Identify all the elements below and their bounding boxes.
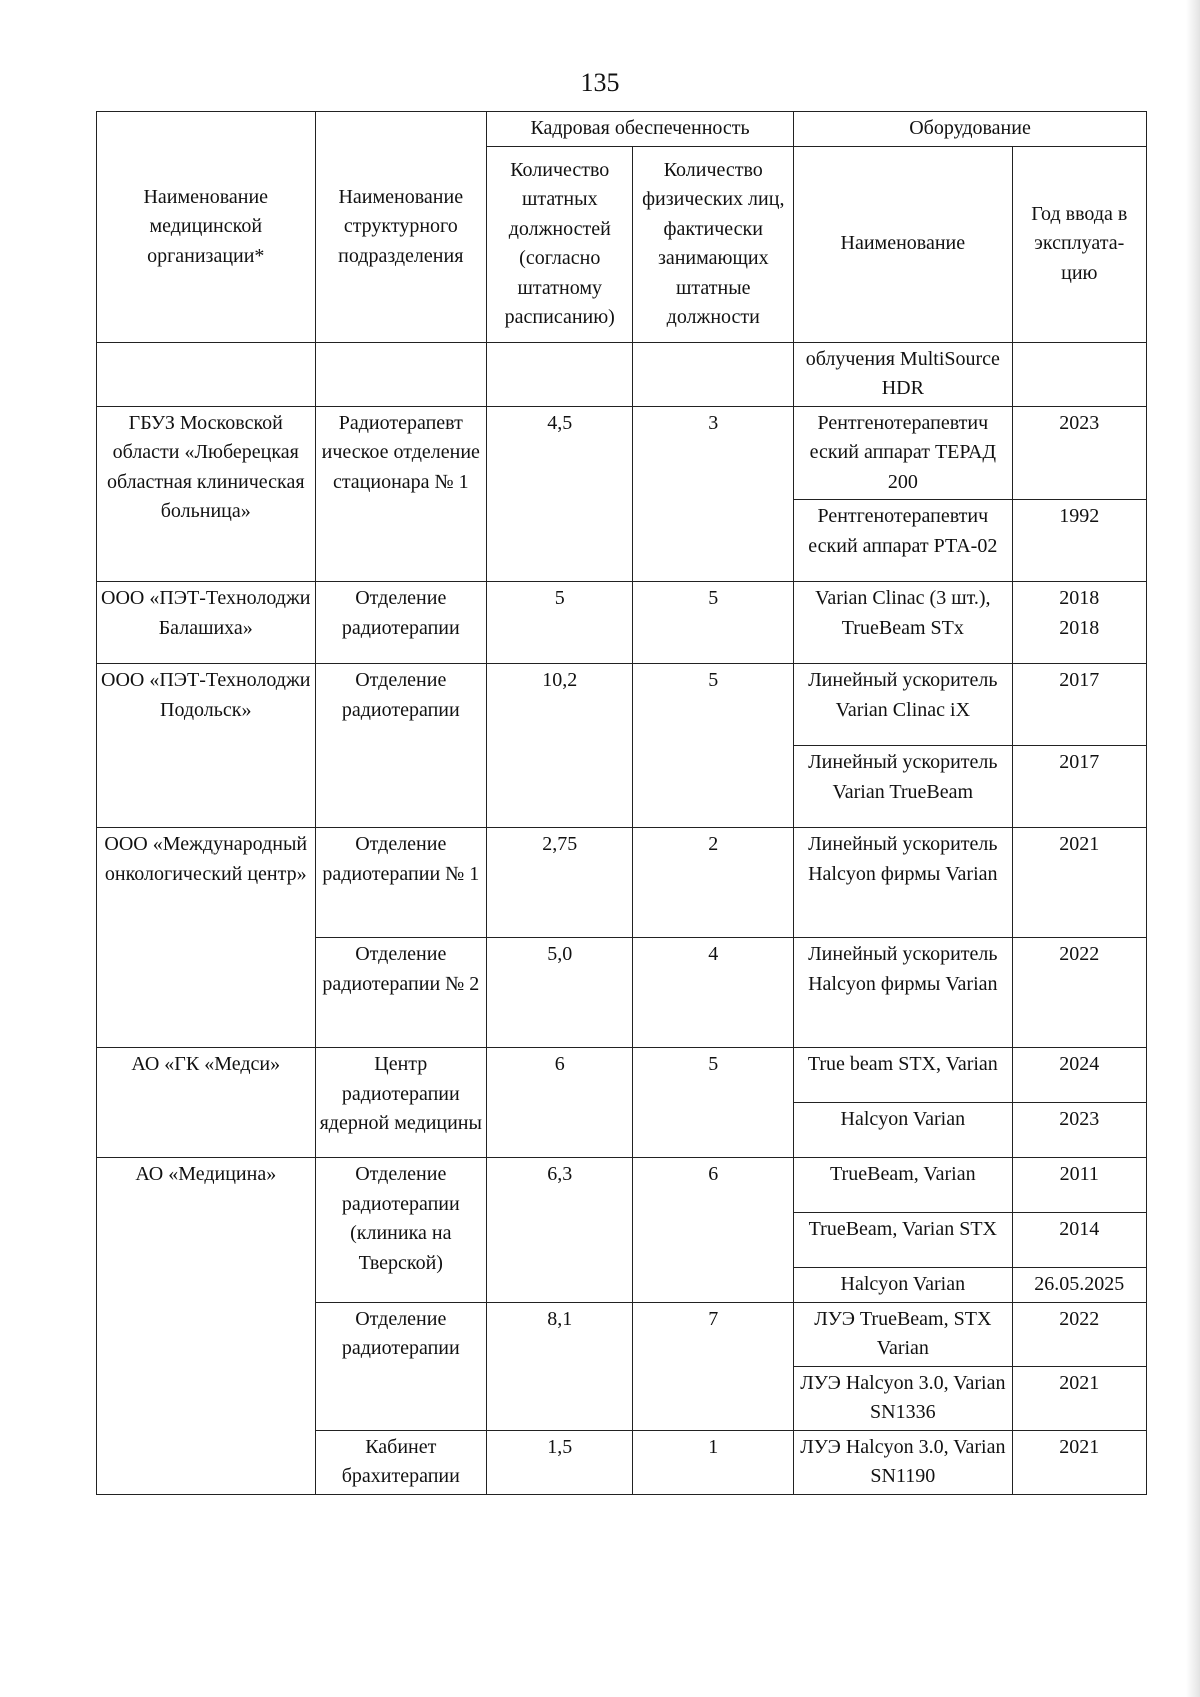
unit-name: Отделение радиотерапии — [315, 664, 487, 828]
persons-count: 6 — [633, 1158, 794, 1303]
equipment-name: Varian Clinac (3 шт.), TrueBeam STx — [794, 582, 1013, 664]
unit-name: Кабинет брахитерапии — [315, 1430, 487, 1494]
unit-name: Отделение радиотерапии — [315, 1302, 487, 1430]
persons-count: 5 — [633, 582, 794, 664]
persons-count: 3 — [633, 406, 794, 582]
positions-count: 5,0 — [487, 938, 633, 1048]
header-persons: Количество физических лиц, фактически занимающих штатные должности — [633, 146, 794, 342]
persons-count: 5 — [633, 1048, 794, 1158]
header-staffing-group: Кадровая обеспеченность — [487, 112, 794, 147]
header-unit: Наименование структурного подразделения — [315, 112, 487, 343]
equipment-name: Линейный ускоритель Halcyon фирмы Varian — [794, 828, 1013, 938]
page-number: 135 — [580, 68, 620, 97]
unit-name: Радиотерапевт ическое отделение стационара № 1 — [315, 406, 487, 582]
persons-count: 2 — [633, 828, 794, 938]
org-name: АО «Медицина» — [97, 1158, 316, 1495]
year-value: 2024 — [1012, 1048, 1146, 1103]
positions-count: 6,3 — [487, 1158, 633, 1303]
equipment-name: ЛУЭ TrueBeam, STX Varian — [794, 1302, 1013, 1366]
org-name: ООО «ПЭТ-Технолоджи Балашиха» — [97, 582, 316, 664]
equipment-name: облучения MultiSource HDR — [794, 342, 1013, 406]
persons-count: 1 — [633, 1430, 794, 1494]
unit-name: Центр радиотерапии ядерной медицины — [315, 1048, 487, 1158]
equipment-name: Линейный ускоритель Halcyon фирмы Varian — [794, 938, 1013, 1048]
header-equipment-group: Оборудование — [794, 112, 1147, 147]
equipment-name: Рентгенотерапевтич еский аппарат РТА-02 — [794, 500, 1013, 582]
year-value: 2021 — [1012, 1430, 1146, 1494]
equipment-name: TrueBeam, Varian — [794, 1158, 1013, 1213]
header-equip-name: Наименование — [794, 146, 1013, 342]
scan-edge-shadow — [1186, 0, 1200, 1697]
unit-name: Отделение радиотерапии № 2 — [315, 938, 487, 1048]
table-cell — [487, 342, 633, 406]
equipment-name: Линейный ускоритель Varian Clinac iX — [794, 664, 1013, 746]
year-values — [1012, 582, 1146, 664]
equipment-name: Halcyon Varian — [794, 1268, 1013, 1303]
year-value: 2023 — [1012, 406, 1146, 500]
year-value: 2018 — [1059, 587, 1100, 609]
equipment-table — [96, 111, 1147, 1495]
org-name: ООО «Международный онкологический центр» — [97, 828, 316, 1048]
equipment-name: Halcyon Varian — [794, 1103, 1013, 1158]
year-value: 2014 — [1012, 1213, 1146, 1268]
org-name: ГБУЗ Московской области «Люберецкая областная клиническая больница» — [97, 406, 316, 582]
equipment-name: ЛУЭ Halcyon 3.0, Varian SN1336 — [794, 1366, 1013, 1430]
persons-count: 7 — [633, 1302, 794, 1430]
positions-count: 6 — [487, 1048, 633, 1158]
year-value: 2022 — [1012, 1302, 1146, 1366]
year-value: 2022 — [1012, 938, 1146, 1048]
positions-count: 4,5 — [487, 406, 633, 582]
unit-name: Отделение радиотерапии — [315, 582, 487, 664]
header-year: Год ввода в эксплуата-цию — [1012, 146, 1146, 342]
year-value: 2018 — [1059, 616, 1100, 639]
persons-count: 5 — [633, 664, 794, 828]
persons-count: 4 — [633, 938, 794, 1048]
equipment-name: Линейный ускоритель Varian TrueBeam — [794, 746, 1013, 828]
table-cell — [97, 342, 316, 406]
year-value: 1992 — [1012, 500, 1146, 582]
table-cell — [315, 342, 487, 406]
positions-count: 2,75 — [487, 828, 633, 938]
year-value: 2017 — [1012, 746, 1146, 828]
equipment-name: Рентгенотерапевтич еский аппарат ТЕРАД 200 — [794, 406, 1013, 500]
year-value: 2021 — [1012, 828, 1146, 938]
year-value: 2021 — [1012, 1366, 1146, 1430]
positions-count: 8,1 — [487, 1302, 633, 1430]
header-org: Наименование медицинской организации* — [97, 112, 316, 343]
unit-name: Отделение радиотерапии (клиника на Тверской) — [315, 1158, 487, 1303]
org-name: АО «ГК «Медси» — [97, 1048, 316, 1158]
year-value: 26.05.2025 — [1012, 1268, 1146, 1303]
year-value: 2017 — [1012, 664, 1146, 746]
positions-count: 5 — [487, 582, 633, 664]
year-value: 2023 — [1012, 1103, 1146, 1158]
org-name: ООО «ПЭТ-Технолоджи Подольск» — [97, 664, 316, 828]
table-cell — [633, 342, 794, 406]
positions-count: 1,5 — [487, 1430, 633, 1494]
header-positions: Количество штатных должностей (согласно штатному расписанию) — [487, 146, 633, 342]
positions-count: 10,2 — [487, 664, 633, 828]
equipment-name: ЛУЭ Halcyon 3.0, Varian SN1190 — [794, 1430, 1013, 1494]
table-cell — [1012, 342, 1146, 406]
equipment-name: True beam STX, Varian — [794, 1048, 1013, 1103]
year-value: 2011 — [1012, 1158, 1146, 1213]
unit-name: Отделение радиотерапии № 1 — [315, 828, 487, 938]
equipment-name: TrueBeam, Varian STX — [794, 1213, 1013, 1268]
